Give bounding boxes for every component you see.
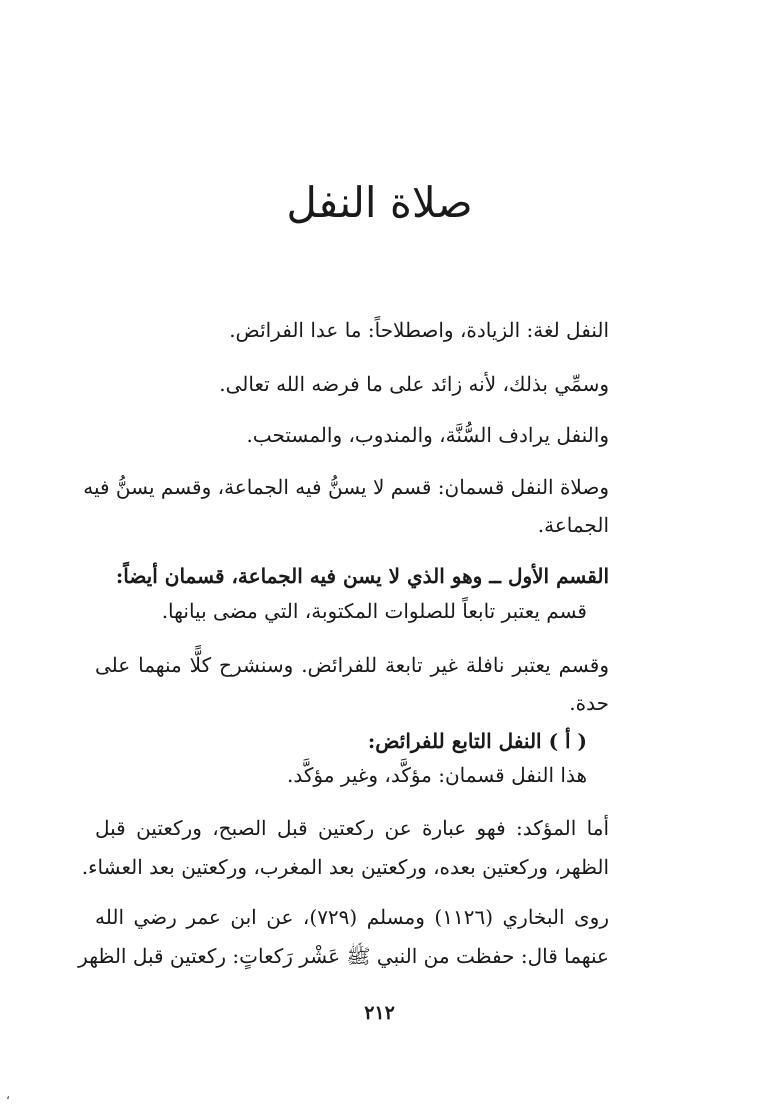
section-heading: القسم الأول ــ وهو الذي لا يسن فيه الجماعة، قسمان أيضاً: bbox=[115, 564, 609, 588]
text-line-4: وصلاة النفل قسمان: قسم لا يسنُّ فيه الجماعة، وقسم يسنُّ فيه bbox=[83, 475, 609, 499]
text-line-1: النفل لغة: الزيادة، واصطلاحاً: ما عدا الفرائض. bbox=[229, 318, 609, 342]
text-line-12: أما المؤكد: فهو عبارة عن ركعتين قبل الصبح، وركعتين قبل bbox=[95, 816, 609, 840]
text-line-2: وسمِّي بذلك، لأنه زائد على ما فرضه الله تعالى. bbox=[219, 372, 609, 396]
text-line-9: حدة. bbox=[569, 691, 609, 715]
text-line-15: عنهما قال: حفظت من النبي ﷺ عَشْر رَكعاتٍ: ركعتين قبل الظهر bbox=[78, 944, 609, 968]
text-line-8: وقسم يعتبر نافلة غير تابعة للفرائض. وسنشرح كلًّا منهما على bbox=[95, 653, 609, 677]
margin-mark: ، bbox=[6, 1088, 10, 1102]
text-line-14: روى البخاري (١١٢٦) ومسلم (٧٢٩)، عن ابن عمر رضي الله bbox=[95, 905, 609, 929]
text-line-11: هذا النفل قسمان: مؤكَّد، وغير مؤكَّد. bbox=[287, 763, 587, 787]
text-line-5: الجماعة. bbox=[537, 513, 609, 537]
subsection-heading: ( أ ) النفل التابع للفرائض: bbox=[367, 729, 587, 753]
text-line-13: الظهر، وركعتين بعده، وركعتين بعد المغرب، وركعتين بعد العشاء. bbox=[81, 855, 609, 879]
text-line-7: قسم يعتبر تابعاً للصلوات المكتوبة، التي مضى بيانها. bbox=[161, 599, 587, 623]
page-title: صلاة النفل bbox=[286, 178, 473, 227]
page-number: ٢١٢ bbox=[364, 1002, 395, 1024]
text-line-3: والنفل يرادف السُّنَّة، والمندوب، والمستحب. bbox=[246, 423, 609, 447]
